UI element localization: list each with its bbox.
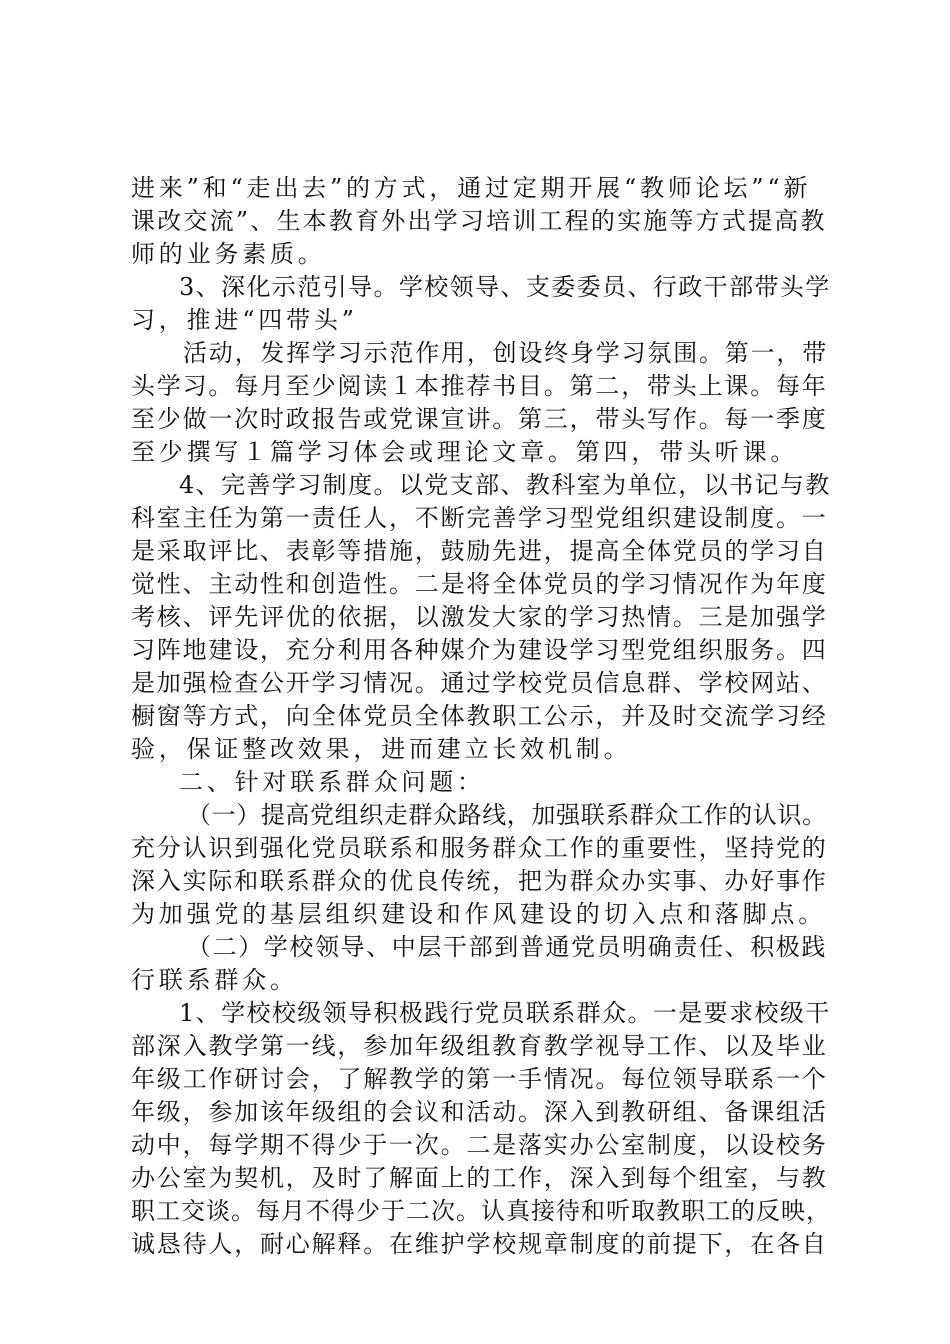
text-line: 进来”和“走出去”的方式，通过定期开展“教师论坛”“新 <box>131 174 812 202</box>
text-line: 办公室为契机，及时了解面上的工作，深入到每个组室，与教 <box>131 1164 828 1192</box>
text-line: 为加强党的基层组织建设和作风建设的切入点和落脚点。 <box>131 900 826 928</box>
text-line: 1、学校校级领导积极践行党员联系群众。一是要求校级干 <box>179 999 831 1027</box>
text-line: 习，推进“四带头” <box>131 306 358 334</box>
text-line: 科室主任为第一责任人，不断完善学习型党组织建设制度。一 <box>131 504 828 532</box>
text-line: 至少做一次时政报告或党课宣讲。第三，带头写作。每一季度 <box>131 405 828 433</box>
text-line: 动中，每学期不得少于一次。二是落实办公室制度，以设校务 <box>131 1131 828 1159</box>
text-line: 课改交流”、生本教育外出学习培训工程的实施等方式提高教 <box>131 207 827 235</box>
text-line: 习阵地建设，充分利用各种媒介为建设学习型党组织服务。四 <box>131 636 828 664</box>
text-line: 年级，参加该年级组的会议和活动。深入到教研组、备课组活 <box>131 1098 828 1126</box>
text-line: 头学习。每月至少阅读１本推荐书目。第二，带头上课。每年 <box>131 372 828 400</box>
text-line: 职工交谈。每月不得少于二次。认真接待和听取教职工的反映， <box>131 1197 831 1225</box>
text-line: 深入实际和联系群众的优良传统，把为群众办实事、办好事作 <box>131 867 828 895</box>
text-line: 觉性、主动性和创造性。二是将全体党员的学习情况作为年度 <box>131 570 828 598</box>
text-line: 年级工作研讨会，了解教学的第一手情况。每位领导联系一个 <box>131 1065 828 1093</box>
text-line: 是采取评比、表彰等措施，鼓励先进，提高全体党员的学习自 <box>131 537 828 565</box>
body-text <box>131 172 831 1261</box>
text-line: 4、完善学习制度。以党支部、教科室为单位，以书记与教 <box>179 471 831 499</box>
text-line: 师的业务素质。 <box>131 240 326 268</box>
text-line: 橱窗等方式，向全体党员全体教职工公示，并及时交流学习经 <box>131 702 828 730</box>
text-line: 诚恳待人，耐心解释。在维护学校规章制度的前提下，在各自 <box>131 1230 828 1258</box>
text-line: 考核、评先评优的依据，以激发大家的学习热情。三是加强学 <box>131 603 828 631</box>
text-line: 部深入教学第一线，参加年级组教育教学视导工作、以及毕业 <box>131 1032 828 1060</box>
text-line: （二）学校领导、中层干部到普通党员明确责任、积极践 <box>187 933 827 961</box>
text-line: 3、深化示范引导。学校领导、支委委员、行政干部带头学 <box>179 273 831 301</box>
text-line: （一）提高党组织走群众路线，加强联系群众工作的认识。 <box>187 801 827 829</box>
text-line: 充分认识到强化党员联系和服务群众工作的重要性，坚持党的 <box>131 834 828 862</box>
text-line: 至少撰写１篇学习体会或理论文章。第四，带头听课。 <box>131 438 799 466</box>
text-line: 是加强检查公开学习情况。通过学校党员信息群、学校网站、 <box>131 669 828 697</box>
text-line: 二、针对联系群众问题： <box>179 768 485 796</box>
text-line: 行联系群众。 <box>131 966 298 994</box>
text-line: 验，保证整改效果，进而建立长效机制。 <box>131 735 632 763</box>
text-line: 活动，发挥学习示范作用，创设终身学习氛围。第一，带 <box>183 339 828 367</box>
